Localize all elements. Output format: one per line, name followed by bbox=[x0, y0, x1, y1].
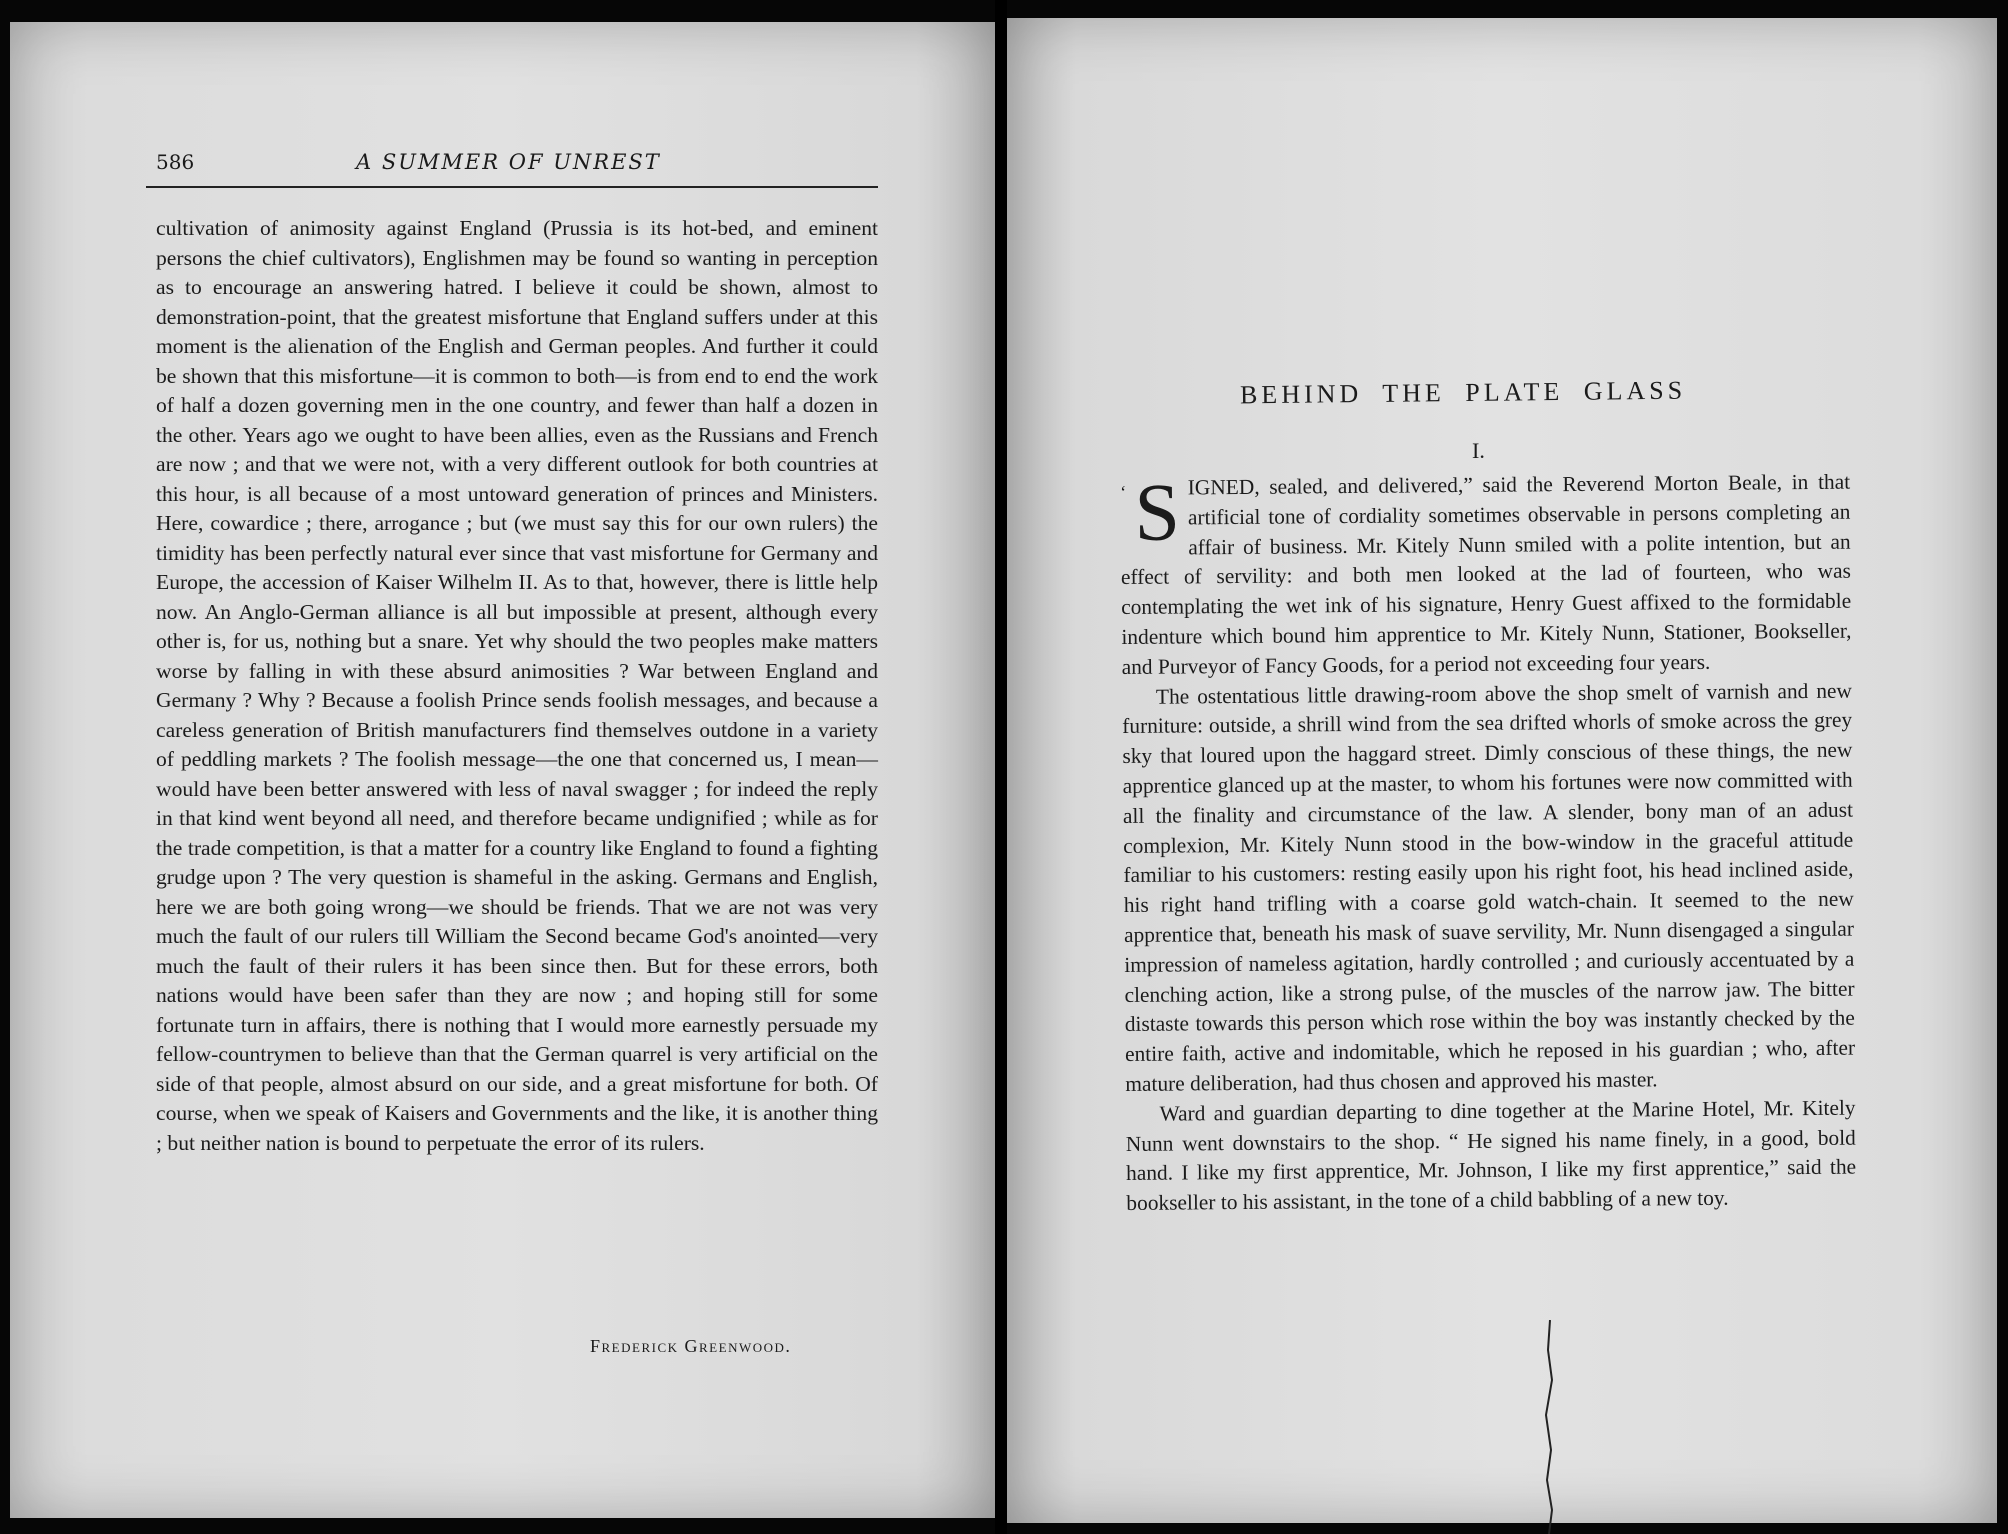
opening-quote: ‘ bbox=[1120, 481, 1127, 502]
page-crack-mark bbox=[1540, 1320, 1560, 1534]
page-number: 586 bbox=[156, 150, 195, 174]
paragraph-1 bbox=[1120, 468, 1852, 683]
paragraph-3: Ward and guardian departing to dine together at the Marine Hotel, Mr. Kitely Nunn went downstairs to the shop. “ He signed his name finely, in a good, bold hand. I like my first apprentice, Mr. Johnson, I like my first apprentice,” said the bookseller to his assistant, in the tone of a child babbling of a new toy. bbox=[1125, 1095, 1857, 1216]
paragraph-2: The ostentatious little drawing-room above the shop smelt of varnish and new furniture: outside, a shrill wind from the sea drifted whorls of smoke across the grey sky that loured upon the haggard street. Dimly conscious of these things, the new apprentice glanced up at the master, to whom his fortunes were now committed with all the finality and circumstance of the law. A slender, bony man of an adust complexion, Mr. Kitely Nunn stood in the bow-window in the graceful attitude familiar to his customers: resting easily upon his right foot, his head inclined aside, his right hand trifling with a coarse gold watch-chain. It seemed to the new apprentice that, beneath his mask of suave servility, Mr. Nunn disengaged a singular impression of nameless agitation, hardly controlled ; and curiously accentuated by a clenching action, like a strong pulse, of the muscles of the narrow jaw. The bitter distaste towards this person which rose within the boy was instantly checked by the entire faith, active and indomitable, which he reposed in his guardian ; who, after mature deliberation, had thus chosen and approved his master. bbox=[1122, 678, 1856, 1096]
author-signature: Frederick Greenwood. bbox=[590, 1336, 792, 1356]
right-page-body-text bbox=[1120, 468, 1856, 1219]
paragraph-1-text: IGNED, sealed, and delivered,” said the Reverend Morton Beale, in that artificial tone of cordiality sometimes observable in persons completing an affair of business. Mr. Kitely Nunn smiled with a polite intention, but an effect of servility: and both men looked at the lad of fourteen, who was contemplating the wet ink of his signature, Henry Guest affixed to the formidable indenture which bound him apprentice to Mr. Kitely Nunn, Stationer, Bookseller, and Purveyor of Fancy Goods, for a period not exceeding four years. bbox=[1120, 469, 1852, 679]
running-header bbox=[146, 150, 878, 188]
running-title: A SUMMER OF UNREST bbox=[356, 150, 661, 174]
section-number: I. bbox=[1472, 438, 1485, 463]
left-page-body-text: cultivation of animosity against England (Prussia is its hot-bed, and eminent persons the chief cultivators), Englishmen may be found so wanting in perception as to encourage an answering hatred. I believe it could be shown, almost to demonstration-point, that the greatest misfortune that England suffers under at this moment is the alienation of the English and German peoples. And further it could be shown that this misfortune—it is common to both—is from end to end the work of half a dozen governing men in the one country, and fewer than half a dozen in the other. Years ago we ought to have been allies, even as the Russians and French are now ; and that we were not, with a very different outlook for both countries at this hour, is all because of a most untoward generation of princes and Ministers. Here, cowardice ; there, arrogance ; but (we must say this for our own rulers) the timidity has been perfectly natural ever since that vast misfortune for Germany and Europe, the accession of Kaiser Wilhelm II. As to that, however, there is little help now. An Anglo-German alliance is all but impossible at present, although every other is, for us, nothing but a snare. Yet why should the two peoples make matters worse by falling in with these absurd animosities ? War between England and Germany ? Why ? Because a foolish Prince sends foolish messages, and because a careless generation of British manufacturers find themselves outdone in a variety of peddling markets ? The foolish message—the one that concerned us, I mean—would have been better answered with less of naval swagger ; for indeed the reply in that kind went beyond all need, and therefore became undignified ; while as for the trade competition, is that a matter for a country like England to found a fighting grudge upon ? The very question is shameful in the asking. Germans and English, here we are both going wrong—we should be friends. That we are not was very much the fault of our rulers till William the Second became God's anointed—very much the fault of their rulers it has been since then. But for these errors, both nations would have been safer than they are now ; and hoping still for some fortunate turn in affairs, there is nothing that I would more earnestly persuade my fellow-countrymen to believe than that the German quarrel is very artificial on the side of that people, almost absurd on our side, and a great misfortune for both. Of course, when we speak of Kaisers and Governments and the like, it is another thing ; but neither nation is bound to perpetuate the error of its rulers. bbox=[156, 216, 878, 1155]
drop-cap: S bbox=[1133, 466, 1181, 558]
book-gutter bbox=[995, 0, 1007, 1534]
article-title: BEHIND THE PLATE GLASS bbox=[1239, 375, 1687, 410]
